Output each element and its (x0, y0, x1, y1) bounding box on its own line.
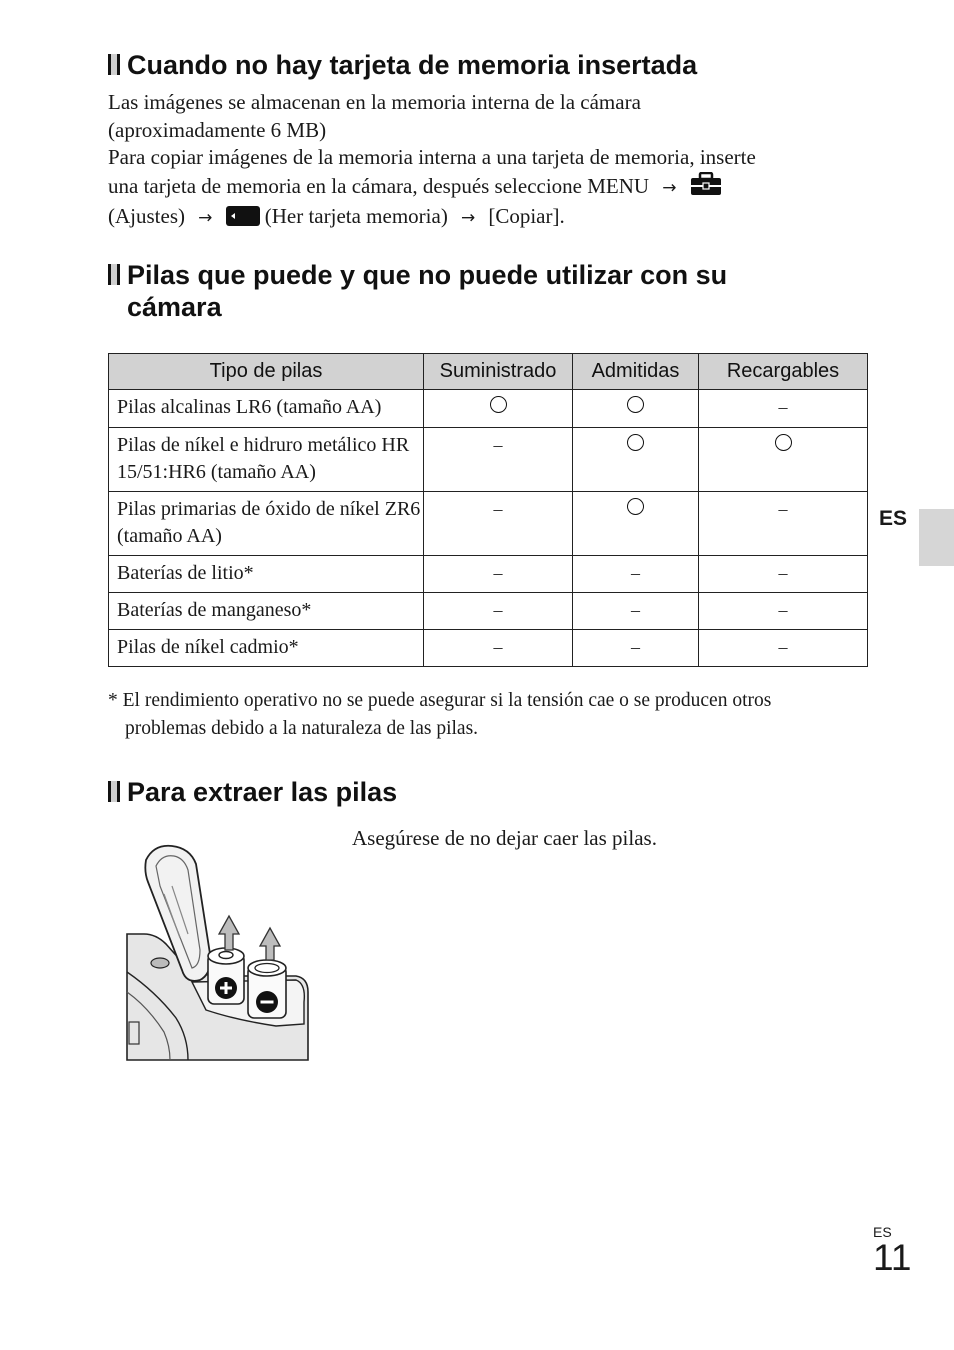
table-row (109, 492, 868, 556)
circle-icon (627, 396, 644, 413)
table-row (109, 428, 868, 492)
dash-mark: – (778, 499, 788, 519)
section-heading-remove: Para extraer las pilas (108, 776, 397, 808)
battery-type-cell: Pilas primarias de óxido de níkel ZR6 (tamaño AA) (109, 492, 424, 556)
dash-mark: – (493, 435, 503, 455)
page-number: 11 (873, 1237, 912, 1278)
battery-type-cell: Baterías de manganeso* (109, 593, 424, 630)
table-row (109, 593, 868, 630)
arrow-icon: → (460, 208, 476, 228)
no-cell (573, 593, 699, 630)
battery-type-cell: Baterías de litio* (109, 556, 424, 593)
yes-cell (573, 492, 699, 556)
menu-path-line: una tarjeta de memoria en la cámara, después seleccione MENU → (108, 172, 868, 204)
yes-cell (424, 390, 573, 428)
no-cell (573, 556, 699, 593)
table-row (109, 390, 868, 428)
no-cell (699, 556, 868, 593)
dash-mark: – (631, 637, 640, 657)
footnote: * El rendimiento operativo no se puede asegurar si la tensión cae o se producen otros problemas debido a la naturaleza de las pilas. (108, 690, 772, 739)
dash-mark: – (493, 499, 503, 519)
table-row (109, 630, 868, 667)
heading-marker (108, 54, 120, 75)
no-cell (424, 630, 573, 667)
dash-mark: – (778, 397, 788, 417)
section-body-no-card: Las imágenes se almacenan en la memoria interna de la cámara (aproximadamente 6 MB) Para copiar imágenes de la memoria interna a una tarjeta de memoria, inserte una tarjeta de memoria en la cámara, después seleccione MENU → (Ajustes) → (Her tarjeta memoria) → [Copiar]. (108, 89, 868, 234)
battery-type-cell: Pilas de níkel cadmio* (109, 630, 424, 667)
dash-mark: – (493, 563, 503, 583)
dash-mark: – (631, 563, 640, 583)
no-cell (424, 492, 573, 556)
circle-icon (775, 434, 792, 451)
circle-icon (490, 396, 507, 413)
dash-mark: – (493, 637, 503, 657)
circle-icon (627, 498, 644, 515)
no-cell (699, 492, 868, 556)
heading-marker (108, 264, 120, 285)
yes-cell (573, 428, 699, 492)
language-tab-label: ES (879, 507, 908, 530)
dash-mark: – (493, 600, 503, 620)
battery-removal-illustration (126, 842, 312, 1067)
section-heading-batteries: Pilas que puede y que no puede utilizar con su cámara (108, 259, 727, 323)
arrow-icon: → (662, 177, 677, 198)
battery-type-cell: Pilas alcalinas LR6 (tamaño AA) (109, 390, 424, 428)
yes-cell (699, 428, 868, 492)
no-cell (424, 428, 573, 492)
menu-path-line-2: (Ajustes) → (Her tarjeta memoria) → [Copiar]. (108, 203, 868, 234)
dash-mark: – (631, 600, 640, 620)
table-header: Recargables (699, 354, 868, 390)
no-cell (699, 593, 868, 630)
circle-icon (627, 434, 644, 451)
toolbox-icon (690, 172, 722, 204)
no-cell (424, 593, 573, 630)
language-side-tab (919, 509, 954, 566)
table-header: Admitidas (573, 354, 699, 390)
no-cell (699, 630, 868, 667)
section-heading-no-card: Cuando no hay tarjeta de memoria insertada (108, 49, 697, 81)
no-cell (424, 556, 573, 593)
battery-table (108, 353, 868, 667)
arrow-icon: → (198, 208, 213, 228)
battery-type-cell: Pilas de níkel e hidruro metálico HR 15/51:HR6 (tamaño AA) (109, 428, 424, 492)
memory-card-tool-icon (226, 206, 260, 234)
no-cell (699, 390, 868, 428)
table-header: Suministrado (424, 354, 573, 390)
table-row (109, 556, 868, 593)
dash-mark: – (778, 600, 788, 620)
remove-instruction: Asegúrese de no dejar caer las pilas. (352, 826, 657, 850)
table-header-row (109, 354, 868, 390)
heading-marker (108, 781, 120, 802)
no-cell (573, 630, 699, 667)
dash-mark: – (778, 637, 788, 657)
dash-mark: – (778, 563, 788, 583)
table-header: Tipo de pilas (109, 354, 424, 390)
yes-cell (573, 390, 699, 428)
page-number-lang: ES (873, 1224, 892, 1240)
